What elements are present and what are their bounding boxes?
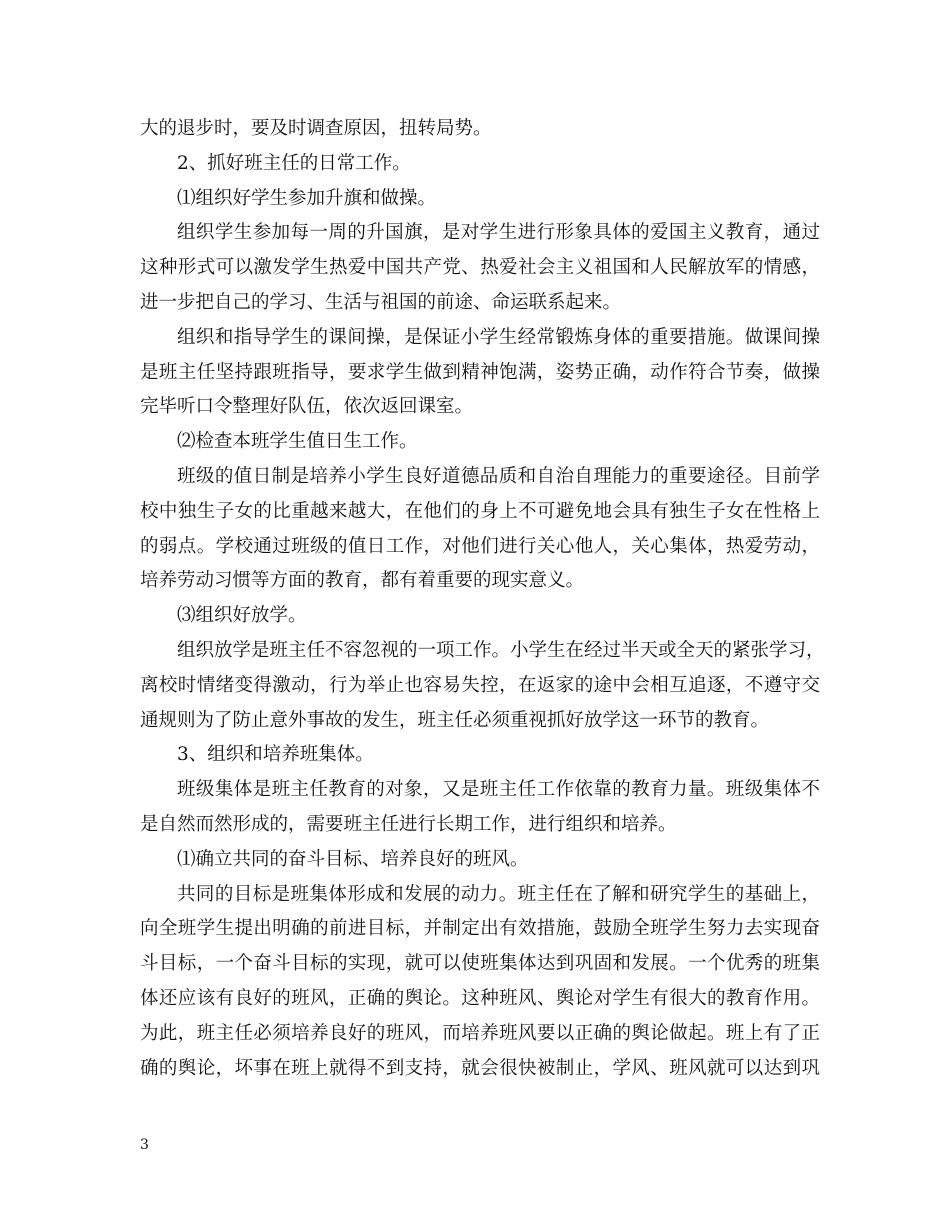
text-line: 培养劳动习惯等方面的教育，都有着重要的现实意义。 — [140, 570, 585, 592]
text-line: ⑶组织好放学。 — [177, 605, 307, 627]
text-line: 为此，班主任必须培养良好的班风，而培养班风要以正确的舆论做起。班上有了正 — [140, 1022, 820, 1044]
text-line: 是自然而然形成的，需要班主任进行长期工作，进行组织和培养。 — [140, 813, 677, 835]
body-text — [140, 112, 825, 1086]
text-line: 完毕听口令整理好队伍，依次返回课室。 — [140, 396, 474, 418]
text-line: ⑵检查本班学生值日生工作。 — [177, 431, 418, 453]
text-line: 共同的目标是班集体形成和发展的动力。班主任在了解和研究学生的基础上， — [177, 883, 820, 905]
text-line: 向全班学生提出明确的前进目标，并制定出有效措施，鼓励全班学生努力去实现奋 — [140, 918, 820, 940]
text-line: 离校时情绪变得激动，行为举止也容易失控，在返家的途中会相互追逐，不遵守交 — [140, 674, 820, 696]
text-line: 组织放学是班主任不容忽视的一项工作。小学生在经过半天或全天的紧张学习， — [177, 639, 825, 661]
text-line: 是班主任坚持跟班指导，要求学生做到精神饱满，姿势正确，动作符合节奏，做操 — [140, 361, 820, 383]
text-line: 大的退步时，要及时调查原因，扭转局势。 — [140, 118, 492, 139]
text-line: 进一步把自己的学习、生活与祖国的前途、命运联系起来。 — [140, 291, 622, 313]
text-line: 2、抓好班主任的日常工作。 — [177, 152, 411, 174]
page-number: 3 — [140, 1137, 149, 1153]
text-line: 班级集体是班主任教育的对象，又是班主任工作依靠的教育力量。班级集体不 — [177, 779, 820, 801]
text-line: 的弱点。学校通过班级的值日工作，对他们进行关心他人，关心集体，热爱劳动， — [140, 535, 820, 557]
text-line: ⑴组织好学生参加升旗和做操。 — [177, 187, 437, 209]
text-line: 体还应该有良好的班风，正确的舆论。这种班风、舆论对学生有很大的教育作用。 — [140, 987, 820, 1009]
text-line: 这种形式可以激发学生热爱中国共产党、热爱社会主义祖国和人民解放军的情感， — [140, 257, 820, 279]
text-line: 3、组织和培养班集体。 — [177, 744, 374, 766]
text-line: 斗目标，一个奋斗目标的实现，就可以使班集体达到巩固和发展。一个优秀的班集 — [140, 953, 820, 975]
text-line: 确的舆论，坏事在班上就得不到支持，就会很快被制止，学风、班风就可以达到巩 — [140, 1057, 820, 1079]
text-line: 组织和指导学生的课间操，是保证小学生经常锻炼身体的重要措施。做课间操 — [177, 326, 820, 348]
text-line: 通规则为了防止意外事故的发生，班主任必须重视抓好放学这一环节的教育。 — [140, 709, 770, 731]
text-line: 校中独生子女的比重越来越大，在他们的身上不可避免地会具有独生子女在性格上 — [140, 500, 820, 522]
text-line: ⑴确立共同的奋斗目标、培养良好的班风。 — [177, 848, 529, 870]
text-line: 组织学生参加每一周的升国旗，是对学生进行形象具体的爱国主义教育，通过 — [177, 222, 820, 244]
text-line: 班级的值日制是培养小学生良好道德品质和自治自理能力的重要途径。目前学 — [177, 465, 820, 487]
